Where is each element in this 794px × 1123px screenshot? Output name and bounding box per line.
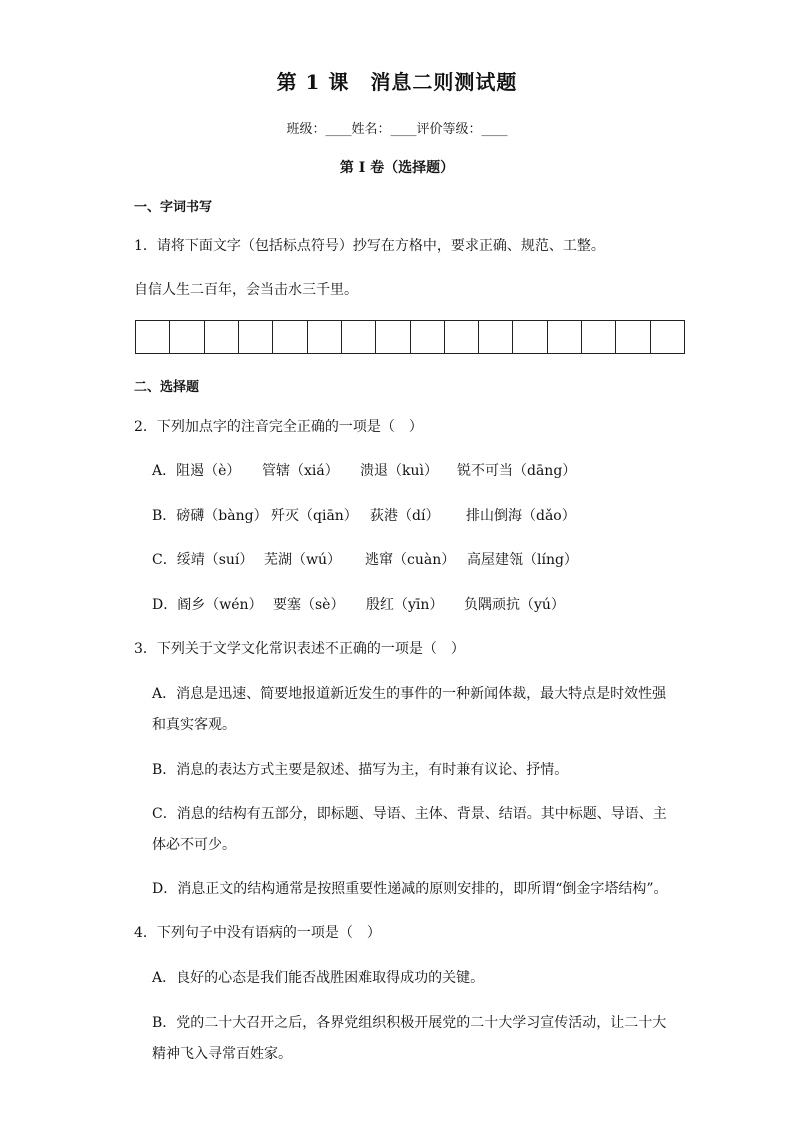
writing-grid[interactable]: [135, 320, 685, 354]
grid-cell[interactable]: [445, 321, 479, 353]
option-word: 负隅顽抗（yú）: [464, 597, 565, 613]
question-3-option-c[interactable]: C．消息的结构有五部分，即标题、导语、主体、背景、结语。其中标题、导语、主: [152, 806, 667, 822]
option-word: 殷红（yīn）: [366, 597, 444, 613]
question-3-option-a[interactable]: A．消息是迅速、简要地报道新近发生的事件的一种新闻体裁，最大特点是时效性强: [152, 686, 667, 702]
page-title: 第 1 课 消息二则测试题: [276, 70, 518, 94]
grid-cell[interactable]: [136, 321, 170, 353]
option-word: 歼灭（qiān）: [271, 508, 358, 524]
question-4-stem: 4．下列句子中没有语病的一项是（ ）: [134, 925, 381, 941]
grid-cell[interactable]: [651, 321, 684, 353]
grid-cell[interactable]: [582, 321, 616, 353]
question-2-option-c[interactable]: [152, 549, 578, 569]
option-word: 芜湖（wú）: [264, 552, 341, 568]
question-3-option-d[interactable]: D．消息正文的结构通常是按照重要性递减的原则安排的，即所谓“倒金字塔结构”。: [152, 881, 668, 897]
option-word: C．绥靖（suí）: [152, 552, 254, 568]
grid-cell[interactable]: [513, 321, 547, 353]
option-word: B．磅礴（bàng）: [152, 508, 268, 524]
option-word: 管辖（xiá）: [262, 463, 339, 479]
grid-cell[interactable]: [205, 321, 239, 353]
option-word: 排山倒海（dǎo）: [466, 508, 576, 524]
section-heading-1: 一、字词书写: [134, 200, 213, 215]
question-2-option-d[interactable]: [152, 594, 565, 614]
question-3-option-a-cont: 和真实客观。: [152, 717, 236, 733]
question-3-option-b[interactable]: B．消息的表达方式主要是叙述、描写为主，有时兼有议论、抒情。: [152, 762, 569, 778]
question-2-option-b[interactable]: [152, 505, 576, 525]
option-word: D．阍乡（wén）: [152, 597, 263, 613]
grid-cell[interactable]: [548, 321, 582, 353]
volume-heading: 第 I 卷（选择题）: [339, 160, 455, 176]
question-1-stem: 1．请将下面文字（包括标点符号）抄写在方格中，要求正确、规范、工整。: [134, 238, 605, 254]
option-word: 要塞（sè）: [273, 597, 345, 613]
question-3-stem: 3．下列关于文学文化常识表述不正确的一项是（ ）: [134, 641, 465, 657]
option-word: 溃退（kuì）: [360, 463, 438, 479]
option-word: 锐不可当（dāng）: [457, 463, 577, 479]
question-4-option-b[interactable]: B．党的二十大召开之后，各界党组织积极开展党的二十大学习宣传活动，让二十大: [152, 1015, 667, 1031]
question-2-stem: 2．下列加点字的注音完全正确的一项是（ ）: [134, 419, 423, 435]
grid-cell[interactable]: [479, 321, 513, 353]
section-heading-2: 二、选择题: [134, 380, 200, 395]
option-word: 逃窜（cuàn）: [365, 552, 456, 568]
grid-cell[interactable]: [239, 321, 273, 353]
question-3-option-c-cont: 体必不可少。: [152, 837, 236, 853]
grid-cell[interactable]: [411, 321, 445, 353]
question-2-option-a[interactable]: [152, 460, 576, 480]
grid-cell[interactable]: [273, 321, 307, 353]
grid-cell[interactable]: [376, 321, 410, 353]
student-info-line: 班级：____姓名：____评价等级：____: [286, 122, 508, 137]
copy-sentence: 自信人生二百年，会当击水三千里。: [134, 282, 358, 298]
option-word: A．阻遏（è）: [152, 463, 241, 479]
option-word: 高屋建瓴（líng）: [467, 552, 578, 568]
grid-cell[interactable]: [308, 321, 342, 353]
option-word: 荻港（dí）: [370, 508, 440, 524]
grid-cell[interactable]: [170, 321, 204, 353]
grid-cell[interactable]: [616, 321, 650, 353]
grid-cell[interactable]: [342, 321, 376, 353]
question-4-option-b-cont: 精神飞入寻常百姓家。: [152, 1046, 292, 1062]
question-4-option-a[interactable]: A．良好的心态是我们能否战胜困难取得成功的关键。: [152, 970, 485, 986]
